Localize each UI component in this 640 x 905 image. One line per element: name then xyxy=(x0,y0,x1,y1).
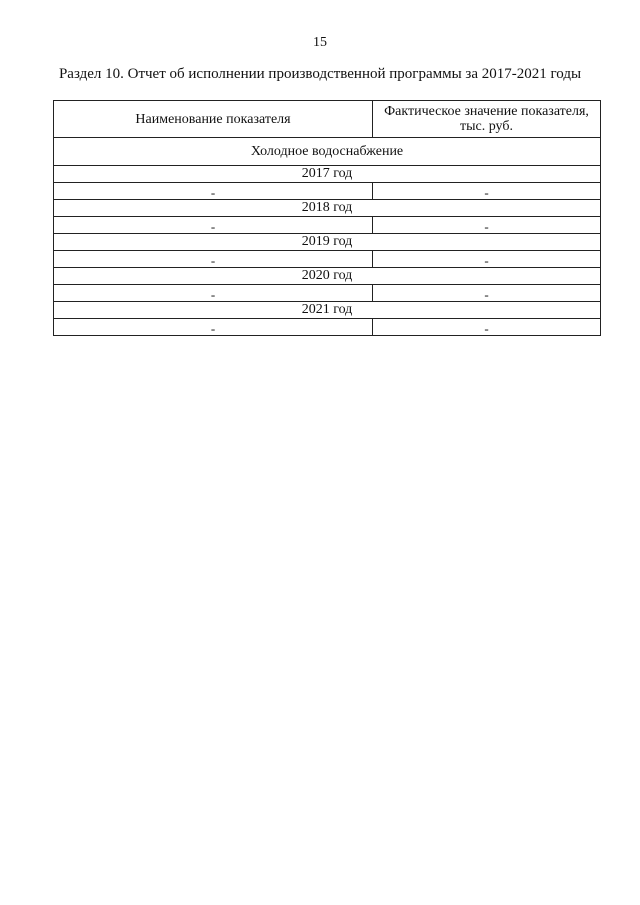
indicator-cell: - xyxy=(54,217,373,234)
section-row xyxy=(54,138,601,166)
table-row xyxy=(54,217,601,234)
value-cell: - xyxy=(373,251,601,268)
indicator-cell: - xyxy=(54,251,373,268)
year-label: 2019 год xyxy=(54,234,601,251)
year-row xyxy=(54,200,601,217)
header-actual-value: Фактическое значение показателя, тыс. руб. xyxy=(373,101,601,138)
year-label: 2021 год xyxy=(54,302,601,319)
value-cell: - xyxy=(373,183,601,200)
report-table xyxy=(53,100,601,336)
value-cell: - xyxy=(373,285,601,302)
indicator-cell: - xyxy=(54,183,373,200)
header-indicator-name: Наименование показателя xyxy=(54,101,373,138)
value-cell: - xyxy=(373,319,601,336)
year-label: 2017 год xyxy=(54,166,601,183)
year-label: 2020 год xyxy=(54,268,601,285)
page-number: 15 xyxy=(313,35,327,50)
section-title: Раздел 10. Отчет об исполнении производственной программы за 2017-2021 годы xyxy=(58,66,582,82)
indicator-cell: - xyxy=(54,285,373,302)
table-row xyxy=(54,183,601,200)
table-row xyxy=(54,285,601,302)
table-row xyxy=(54,251,601,268)
table-row xyxy=(54,319,601,336)
table-header-row xyxy=(54,101,601,138)
year-row xyxy=(54,234,601,251)
year-row xyxy=(54,302,601,319)
year-row xyxy=(54,166,601,183)
year-row xyxy=(54,268,601,285)
value-cell: - xyxy=(373,217,601,234)
year-label: 2018 год xyxy=(54,200,601,217)
indicator-cell: - xyxy=(54,319,373,336)
section-label: Холодное водоснабжение xyxy=(54,138,601,166)
